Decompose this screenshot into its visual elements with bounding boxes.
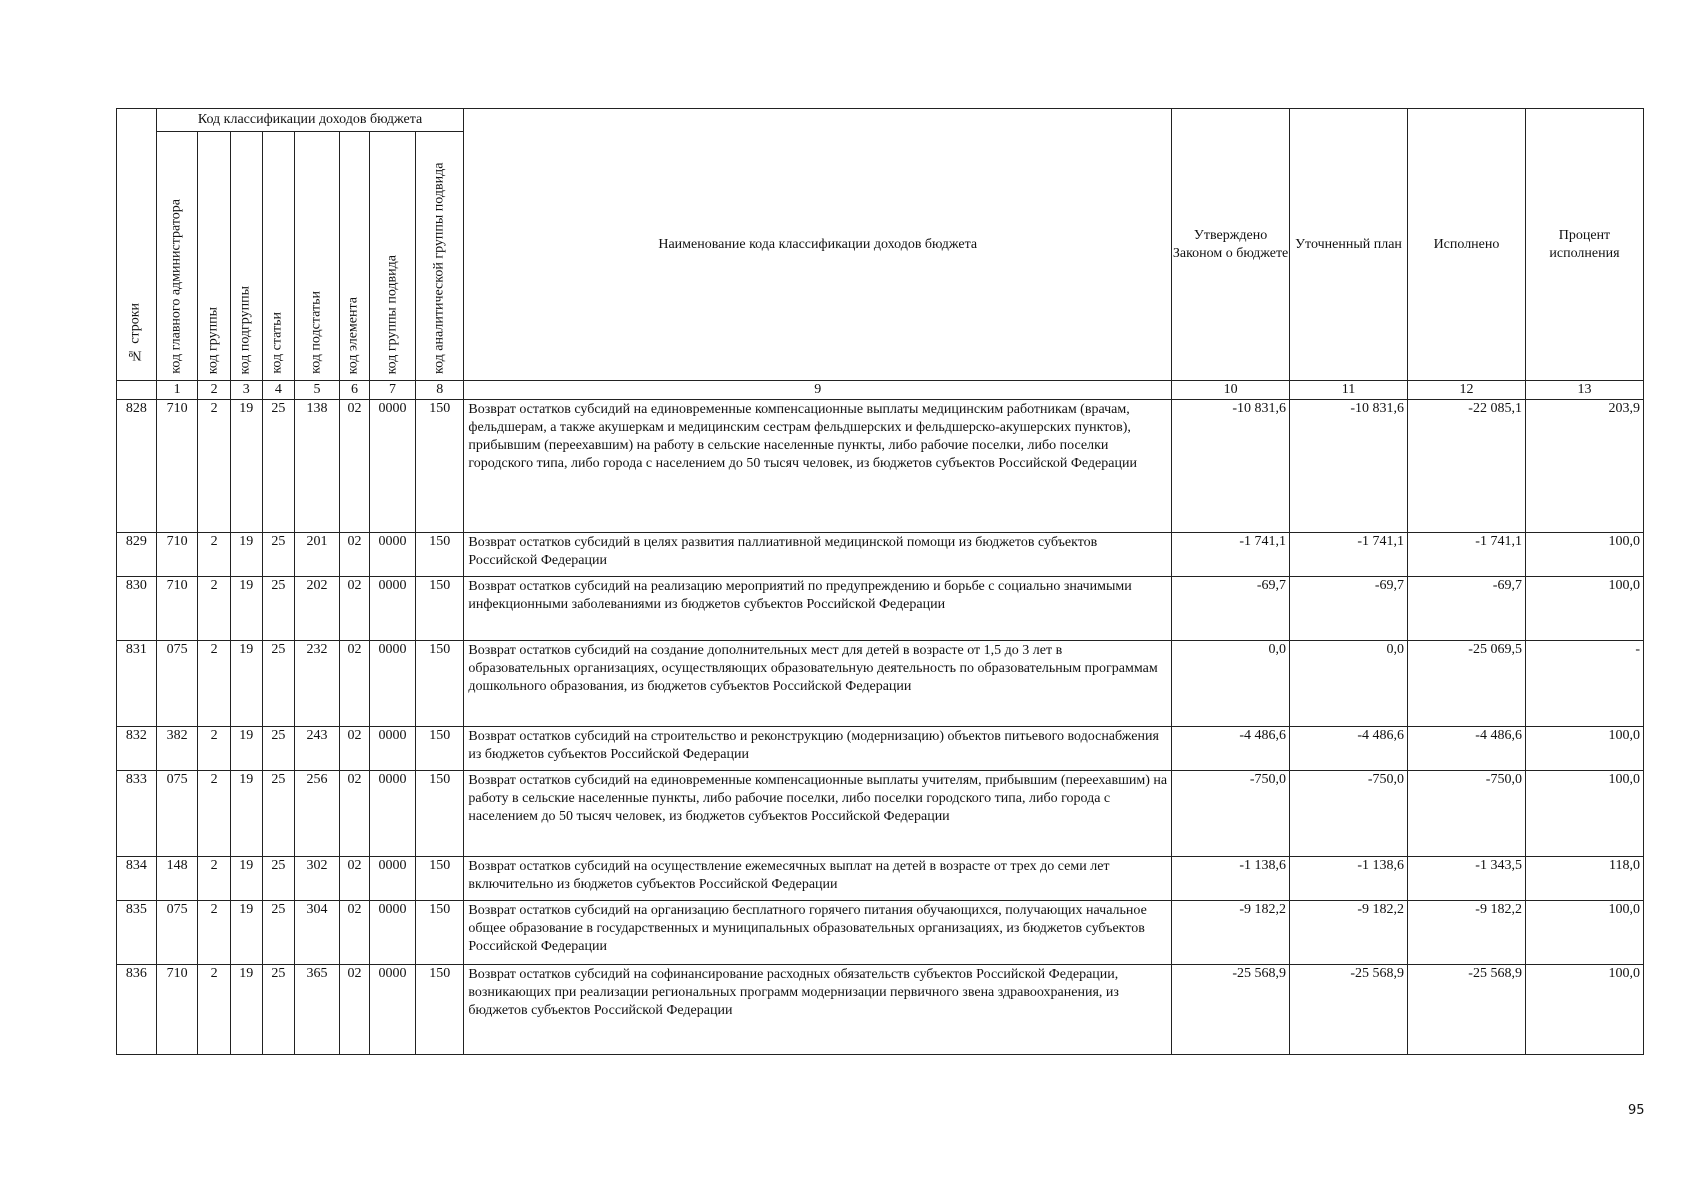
cell-approved: -10 831,6 (1172, 399, 1290, 532)
budget-sheet (116, 108, 1644, 1055)
page-number: 95 (1628, 1103, 1645, 1118)
cell-group-code: 2 (198, 770, 230, 856)
cell-percent: 203,9 (1525, 399, 1643, 532)
cell-element-code: 02 (339, 900, 369, 964)
cell-executed: -1 741,1 (1408, 532, 1526, 576)
cell-approved: -9 182,2 (1172, 900, 1290, 964)
cell-percent: 100,0 (1525, 576, 1643, 640)
column-number: 5 (294, 381, 339, 400)
column-number: 6 (339, 381, 369, 400)
cell-element-code: 02 (339, 964, 369, 1054)
column-number: 4 (262, 381, 294, 400)
cell-group-code: 2 (198, 856, 230, 900)
cell-subtype-code: 0000 (370, 856, 416, 900)
table-row (117, 856, 1644, 900)
cell-name: Возврат остатков субсидий на единовременные компенсационные выплаты учителям, прибывшим (переехавшим) на работу в сельские населенные пункты, либо рабочие поселки, либо поселки городского типа, либо города с населением до 50 тысяч человек, из бюджетов субъектов Российской Федерации (464, 770, 1172, 856)
cell-group-code: 2 (198, 399, 230, 532)
header-analytic-subtype-code: код аналитической группы подвида (416, 132, 464, 381)
header-classification-group: Код классификации доходов бюджета (156, 109, 464, 132)
header-approved: Утверждено Законом о бюджете (1172, 109, 1290, 381)
cell-subarticle-code: 202 (294, 576, 339, 640)
cell-row-no: 835 (117, 900, 157, 964)
column-number: 12 (1408, 381, 1526, 400)
cell-subarticle-code: 304 (294, 900, 339, 964)
cell-admin-code: 710 (156, 964, 198, 1054)
cell-approved: -69,7 (1172, 576, 1290, 640)
cell-article-code: 25 (262, 399, 294, 532)
cell-article-code: 25 (262, 532, 294, 576)
cell-row-no: 832 (117, 726, 157, 770)
header-group-code: код группы (198, 132, 230, 381)
cell-percent: 100,0 (1525, 900, 1643, 964)
cell-admin-code: 075 (156, 770, 198, 856)
cell-element-code: 02 (339, 640, 369, 726)
column-number: 8 (416, 381, 464, 400)
header-subgroup-code: код подгруппы (230, 132, 262, 381)
cell-subtype-code: 0000 (370, 640, 416, 726)
cell-element-code: 02 (339, 856, 369, 900)
cell-admin-code: 382 (156, 726, 198, 770)
cell-admin-code: 710 (156, 532, 198, 576)
cell-group-code: 2 (198, 726, 230, 770)
table-row (117, 770, 1644, 856)
cell-element-code: 02 (339, 576, 369, 640)
cell-subtype-code: 0000 (370, 726, 416, 770)
cell-percent: 100,0 (1525, 770, 1643, 856)
cell-name: Возврат остатков субсидий на создание дополнительных мест для детей в возрасте от 1,5 до 3 лет в образовательных организациях, осуществляющих образовательную деятельность по образовательным программам дошкольного образования, из бюджетов субъектов Российской Федерации (464, 640, 1172, 726)
cell-subgroup-code: 19 (230, 900, 262, 964)
column-number: 2 (198, 381, 230, 400)
cell-refined: -4 486,6 (1290, 726, 1408, 770)
cell-executed: -4 486,6 (1408, 726, 1526, 770)
cell-percent: - (1525, 640, 1643, 726)
cell-element-code: 02 (339, 399, 369, 532)
cell-admin-code: 075 (156, 900, 198, 964)
cell-group-code: 2 (198, 900, 230, 964)
header-executed: Исполнено (1408, 109, 1526, 381)
table-row (117, 399, 1644, 532)
cell-group-code: 2 (198, 532, 230, 576)
cell-subtype-code: 0000 (370, 964, 416, 1054)
cell-approved: -25 568,9 (1172, 964, 1290, 1054)
cell-refined: -10 831,6 (1290, 399, 1408, 532)
cell-refined: -1 138,6 (1290, 856, 1408, 900)
cell-subtype-code: 0000 (370, 399, 416, 532)
cell-subgroup-code: 19 (230, 399, 262, 532)
cell-executed: -9 182,2 (1408, 900, 1526, 964)
cell-subarticle-code: 243 (294, 726, 339, 770)
header-admin-code: код главного администратора (156, 132, 198, 381)
cell-executed: -25 568,9 (1408, 964, 1526, 1054)
cell-refined: -9 182,2 (1290, 900, 1408, 964)
cell-approved: -750,0 (1172, 770, 1290, 856)
cell-subtype-code: 0000 (370, 532, 416, 576)
cell-executed: -750,0 (1408, 770, 1526, 856)
header-percent: Процент исполнения (1525, 109, 1643, 381)
table-row (117, 640, 1644, 726)
header-row-no: № строки (117, 109, 157, 381)
header-subarticle-code: код подстатьи (294, 132, 339, 381)
cell-subgroup-code: 19 (230, 640, 262, 726)
cell-subgroup-code: 19 (230, 576, 262, 640)
column-number-row (117, 381, 1644, 400)
cell-subgroup-code: 19 (230, 856, 262, 900)
cell-article-code: 25 (262, 856, 294, 900)
cell-article-code: 25 (262, 640, 294, 726)
cell-subtype-code: 0000 (370, 576, 416, 640)
cell-name: Возврат остатков субсидий на строительство и реконструкцию (модернизацию) объектов питьевого водоснабжения из бюджетов субъектов Российской Федерации (464, 726, 1172, 770)
table-row (117, 576, 1644, 640)
cell-refined: -25 568,9 (1290, 964, 1408, 1054)
cell-approved: -1 741,1 (1172, 532, 1290, 576)
cell-refined: 0,0 (1290, 640, 1408, 726)
cell-name: Возврат остатков субсидий на организацию бесплатного горячего питания обучающихся, получающих начальное общее образование в государственных и муниципальных образовательных организациях, из бюджетов субъектов Российской Федерации (464, 900, 1172, 964)
cell-admin-code: 075 (156, 640, 198, 726)
cell-name: Возврат остатков субсидий на софинансирование расходных обязательств субъектов Российской Федерации, возникающих при реализации региональных программ модернизации первичного звена здравоохранения, из бюджетов субъектов Российской Федерации (464, 964, 1172, 1054)
cell-article-code: 25 (262, 964, 294, 1054)
cell-subarticle-code: 256 (294, 770, 339, 856)
column-number (117, 381, 157, 400)
cell-percent: 118,0 (1525, 856, 1643, 900)
cell-approved: -4 486,6 (1172, 726, 1290, 770)
cell-row-no: 836 (117, 964, 157, 1054)
cell-refined: -750,0 (1290, 770, 1408, 856)
cell-analytic-code: 150 (416, 856, 464, 900)
column-number: 3 (230, 381, 262, 400)
cell-article-code: 25 (262, 770, 294, 856)
budget-revenue-table (116, 108, 1644, 1055)
table-row (117, 726, 1644, 770)
cell-percent: 100,0 (1525, 532, 1643, 576)
cell-row-no: 831 (117, 640, 157, 726)
cell-row-no: 833 (117, 770, 157, 856)
header-refined: Уточненный план (1290, 109, 1408, 381)
cell-row-no: 828 (117, 399, 157, 532)
cell-element-code: 02 (339, 770, 369, 856)
cell-group-code: 2 (198, 964, 230, 1054)
cell-admin-code: 710 (156, 576, 198, 640)
column-number: 7 (370, 381, 416, 400)
table-row (117, 900, 1644, 964)
cell-analytic-code: 150 (416, 770, 464, 856)
cell-name: Возврат остатков субсидий на реализацию мероприятий по предупреждению и борьбе с социально значимыми инфекционными заболеваниями из бюджетов субъектов Российской Федерации (464, 576, 1172, 640)
cell-element-code: 02 (339, 532, 369, 576)
cell-analytic-code: 150 (416, 640, 464, 726)
cell-name: Возврат остатков субсидий на единовременные компенсационные выплаты медицинским работникам (врачам, фельдшерам, а также акушеркам и медицинским сестрам фельдшерских и фельдшерско-акушерских пунктов), прибывшим (переехавшим) на работу в сельские населенные пункты, либо рабочие поселки, либо поселки городского типа, либо города с населением до 50 тысяч человек, из бюджетов субъектов Российской Федерации (464, 399, 1172, 532)
cell-executed: -22 085,1 (1408, 399, 1526, 532)
cell-subtype-code: 0000 (370, 770, 416, 856)
cell-article-code: 25 (262, 726, 294, 770)
cell-article-code: 25 (262, 900, 294, 964)
cell-executed: -69,7 (1408, 576, 1526, 640)
cell-refined: -1 741,1 (1290, 532, 1408, 576)
cell-analytic-code: 150 (416, 399, 464, 532)
cell-article-code: 25 (262, 576, 294, 640)
cell-row-no: 829 (117, 532, 157, 576)
header-element-code: код элемента (339, 132, 369, 381)
header-subtype-group-code: код группы подвида (370, 132, 416, 381)
column-number: 10 (1172, 381, 1290, 400)
column-number: 11 (1290, 381, 1408, 400)
cell-subarticle-code: 302 (294, 856, 339, 900)
cell-subarticle-code: 365 (294, 964, 339, 1054)
table-row (117, 532, 1644, 576)
column-number: 1 (156, 381, 198, 400)
cell-approved: -1 138,6 (1172, 856, 1290, 900)
cell-row-no: 830 (117, 576, 157, 640)
cell-subarticle-code: 138 (294, 399, 339, 532)
cell-element-code: 02 (339, 726, 369, 770)
cell-subarticle-code: 201 (294, 532, 339, 576)
cell-analytic-code: 150 (416, 900, 464, 964)
header-article-code: код статьи (262, 132, 294, 381)
cell-group-code: 2 (198, 640, 230, 726)
cell-refined: -69,7 (1290, 576, 1408, 640)
column-number: 9 (464, 381, 1172, 400)
cell-subgroup-code: 19 (230, 726, 262, 770)
cell-group-code: 2 (198, 576, 230, 640)
cell-admin-code: 710 (156, 399, 198, 532)
cell-percent: 100,0 (1525, 726, 1643, 770)
column-number: 13 (1525, 381, 1643, 400)
cell-subarticle-code: 232 (294, 640, 339, 726)
header-name: Наименование кода классификации доходов бюджета (464, 109, 1172, 381)
cell-percent: 100,0 (1525, 964, 1643, 1054)
cell-name: Возврат остатков субсидий на осуществление ежемесячных выплат на детей в возрасте от трех до семи лет включительно из бюджетов субъектов Российской Федерации (464, 856, 1172, 900)
cell-name: Возврат остатков субсидий в целях развития паллиативной медицинской помощи из бюджетов субъектов Российской Федерации (464, 532, 1172, 576)
cell-analytic-code: 150 (416, 964, 464, 1054)
cell-admin-code: 148 (156, 856, 198, 900)
table-row (117, 964, 1644, 1054)
cell-analytic-code: 150 (416, 576, 464, 640)
cell-subgroup-code: 19 (230, 770, 262, 856)
cell-subtype-code: 0000 (370, 900, 416, 964)
cell-executed: -1 343,5 (1408, 856, 1526, 900)
cell-row-no: 834 (117, 856, 157, 900)
cell-approved: 0,0 (1172, 640, 1290, 726)
cell-analytic-code: 150 (416, 726, 464, 770)
cell-subgroup-code: 19 (230, 532, 262, 576)
cell-subgroup-code: 19 (230, 964, 262, 1054)
cell-executed: -25 069,5 (1408, 640, 1526, 726)
cell-analytic-code: 150 (416, 532, 464, 576)
